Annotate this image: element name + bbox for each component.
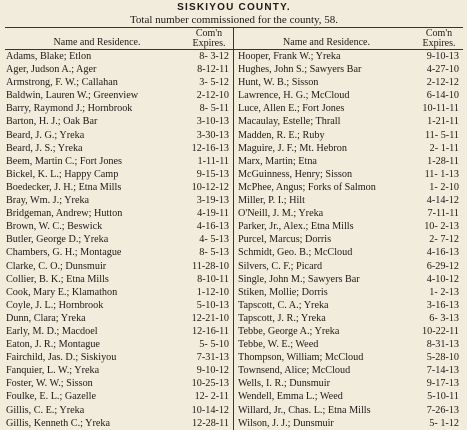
roster-row <box>5 404 233 417</box>
name-residence: Madden, R. E.; Ruby <box>238 129 325 141</box>
roster-row <box>234 129 463 142</box>
roster-row <box>5 273 233 286</box>
expiration-date: 8-31-13 <box>426 339 459 351</box>
expiration-date: 6-14-10 <box>426 90 459 102</box>
name-residence: Coyle, J. L.; Hornbrook <box>6 299 104 311</box>
right-column <box>234 28 463 430</box>
roster-row <box>5 155 233 168</box>
expiration-date: 10-22-11 <box>422 325 459 337</box>
roster-row <box>234 207 463 220</box>
roster-row <box>234 233 463 246</box>
roster-row <box>234 312 463 325</box>
name-residence: Tebbe, George A.; Yreka <box>238 325 340 337</box>
roster-row <box>5 417 233 430</box>
expiration-date: 9-15-13 <box>196 168 229 180</box>
expiration-date: 4-16-13 <box>426 247 459 259</box>
roster-row <box>234 102 463 115</box>
roster-row <box>234 246 463 259</box>
roster-row <box>5 50 233 63</box>
name-residence: Miller, P. I.; Hilt <box>238 195 305 207</box>
name-residence: Lawrence, H. G.; McCloud <box>238 90 350 102</box>
name-residence: Hunt, W. B.; Sisson <box>238 77 319 89</box>
expiration-date: 1-21-11 <box>427 116 459 128</box>
name-residence: O'Neill, J. M.; Yreka <box>238 208 324 220</box>
name-residence: Beard, J. G.; Yreka <box>6 129 85 141</box>
name-residence: Butler, George D.; Yreka <box>6 234 109 246</box>
name-residence: Beem, Martin C.; Fort Jones <box>6 155 123 167</box>
roster-row <box>234 286 463 299</box>
roster-row <box>234 417 463 430</box>
expiration-date: 11- 5-11 <box>424 129 459 141</box>
roster-row <box>5 364 233 377</box>
expiration-date: 10-12-12 <box>191 181 229 193</box>
name-residence: Luce, Allen E.; Fort Jones <box>238 103 345 115</box>
expiration-date: 4-27-10 <box>426 64 459 76</box>
expiration-date: 1-28-11 <box>427 155 459 167</box>
expiration-date: 10-25-13 <box>191 378 229 390</box>
name-residence: Baldwin, Lauren W.; Greenview <box>6 90 139 102</box>
name-residence: Bridgeman, Andrew; Hutton <box>6 208 123 220</box>
roster-row <box>5 142 233 155</box>
expiration-date: 2- 7-12 <box>429 234 459 246</box>
expiration-date: 12-28-11 <box>192 417 229 429</box>
expiration-date: 5-28-10 <box>426 352 459 364</box>
roster-row <box>5 115 233 128</box>
roster-row <box>234 273 463 286</box>
name-residence: Single, John M.; Sawyers Bar <box>238 273 360 285</box>
name-residence: Parker, Jr., Alex.; Etna Mills <box>238 221 354 233</box>
roster-row <box>234 351 463 364</box>
name-residence: Purcel, Marcus; Dorris <box>238 234 332 246</box>
expiration-date: 4-10-12 <box>426 273 459 285</box>
expiration-date: 9-10-13 <box>426 51 459 62</box>
name-residence: Tapscott, C. A.; Yreka <box>238 299 329 311</box>
expiration-date: 2-12-12 <box>426 77 459 89</box>
expiration-date: 1- 2-13 <box>429 286 459 298</box>
roster-row <box>234 181 463 194</box>
expiration-date: 1-12-10 <box>196 286 229 298</box>
name-residence: Ager, Judson A.; Ager <box>6 64 97 76</box>
name-residence: Hughes, John S.; Sawyers Bar <box>238 64 362 76</box>
name-residence: Wendell, Emma L.; Weed <box>238 391 343 403</box>
expiration-date: 7-11-11 <box>427 208 459 220</box>
expiration-date: 5-10-13 <box>196 299 229 311</box>
name-residence: Barry, Raymond J.; Hornbrook <box>6 103 133 115</box>
expiration-date: 3-16-13 <box>426 299 459 311</box>
expiration-date: 3-10-13 <box>196 116 229 128</box>
name-residence: McPhee, Angus; Forks of Salmon <box>238 181 376 193</box>
name-residence: McGuinness, Henry; Sisson <box>238 168 353 180</box>
roster-row <box>5 325 233 338</box>
name-residence: Macaulay, Estelle; Thrall <box>238 116 341 128</box>
expiration-date: 5- 1-12 <box>429 417 459 429</box>
expiration-date: 3-19-13 <box>196 195 229 207</box>
expiration-date: 10-14-12 <box>191 404 229 416</box>
name-residence: Foulke, E. L.; Gazelle <box>6 391 96 403</box>
roster-row <box>5 76 233 89</box>
expiration-date: 3- 5-12 <box>199 77 229 89</box>
roster-row <box>5 351 233 364</box>
roster-row <box>234 260 463 273</box>
comn-label: Com'n <box>425 28 453 39</box>
name-residence: Brown, W. C.; Beswick <box>6 221 103 233</box>
roster-row <box>234 390 463 403</box>
roster-row <box>234 115 463 128</box>
roster-columns <box>5 28 463 430</box>
name-residence: Fanquier, L. W.; Yreka <box>6 365 100 377</box>
name-residence: Armstrong, F. W.; Callahan <box>6 77 118 89</box>
expiration-date: 1-11-11 <box>197 155 229 167</box>
commission-total: Total number commissioned for the county, 58. <box>129 14 339 26</box>
name-residence: Tapscott, J. R.; Yreka <box>238 312 326 324</box>
name-residence: Bray, Wm. J.; Yreka <box>6 195 90 207</box>
roster-row <box>5 338 233 351</box>
roster-row <box>234 338 463 351</box>
roster-row <box>5 312 233 325</box>
name-residence: Stiken, Mollie; Dorris <box>238 286 328 298</box>
expiration-date: 7-26-13 <box>426 404 459 416</box>
left-column-header <box>5 28 233 49</box>
expiration-date: 8- 5-11 <box>199 103 229 115</box>
expiration-date: 4-19-11 <box>197 208 229 220</box>
name-residence: Townsend, Alice; McCloud <box>238 365 351 377</box>
roster-row <box>5 377 233 390</box>
expiration-date: 8-10-11 <box>197 273 229 285</box>
expiration-date: 12-16-13 <box>191 142 229 154</box>
roster-row <box>5 181 233 194</box>
expiration-date: 1- 2-10 <box>429 181 459 193</box>
roster-row <box>5 233 233 246</box>
expiration-date: 12-16-11 <box>192 325 229 337</box>
name-residence: Tebbe, W. E.; Weed <box>238 339 319 351</box>
roster-row <box>5 194 233 207</box>
roster-row <box>5 207 233 220</box>
roster-row <box>5 63 233 76</box>
commission-expires-header <box>417 29 461 49</box>
name-residence: Fairchild, Jas. D.; Siskiyou <box>6 352 117 364</box>
expiration-date: 2-12-10 <box>196 90 229 102</box>
name-residence: Chambers, G. H.; Montague <box>6 247 122 259</box>
expiration-date: 12-21-10 <box>191 312 229 324</box>
comn-label: Com'n <box>195 28 223 39</box>
roster-row <box>234 89 463 102</box>
roster-row <box>234 155 463 168</box>
name-residence: Eaton, J. R.; Montague <box>6 339 100 351</box>
name-residence: Hooper, Frank W.; Yreka <box>238 51 341 62</box>
roster-row <box>5 129 233 142</box>
expiration-date: 7-31-13 <box>196 352 229 364</box>
expiration-date: 8-12-11 <box>197 64 229 76</box>
expires-label: Expires. <box>422 38 456 49</box>
name-residence: Boedecker, J. H.; Etna Mills <box>6 181 122 193</box>
commission-expires-header <box>187 29 231 49</box>
expiration-date: 11-28-10 <box>192 260 229 272</box>
roster-row <box>234 364 463 377</box>
expiration-date: 5-10-11 <box>427 391 459 403</box>
left-roster-list <box>5 50 233 430</box>
expires-label: Expires. <box>192 38 226 49</box>
roster-row <box>234 325 463 338</box>
roster-row <box>234 377 463 390</box>
roster-row <box>5 102 233 115</box>
expiration-date: 10- 2-13 <box>424 221 459 233</box>
expiration-date: 8- 5-13 <box>199 247 229 259</box>
roster-row <box>234 194 463 207</box>
name-residence: Wilson, J. J.; Dunsmuir <box>238 417 334 429</box>
name-residence: Marx, Martin; Etna <box>238 155 317 167</box>
expiration-date: 5- 5-10 <box>199 339 229 351</box>
name-residence-header: Name and Residence. <box>283 37 370 48</box>
name-residence: Adams, Blake; Etlon <box>6 51 92 62</box>
expiration-date: 3-30-13 <box>196 129 229 141</box>
name-residence: Willard, Jr., Chas. L.; Etna Mills <box>238 404 371 416</box>
roster-row <box>234 63 463 76</box>
expiration-date: 7-14-13 <box>426 365 459 377</box>
expiration-date: 8- 3-12 <box>199 51 229 62</box>
roster-row <box>5 260 233 273</box>
expiration-date: 4- 5-13 <box>199 234 229 246</box>
expiration-date: 4-16-13 <box>196 221 229 233</box>
expiration-date: 12- 2-11 <box>194 391 229 403</box>
expiration-date: 9-10-12 <box>196 365 229 377</box>
expiration-date: 6- 3-13 <box>429 312 459 324</box>
roster-row <box>234 299 463 312</box>
expiration-date: 6-29-12 <box>426 260 459 272</box>
roster-row <box>234 404 463 417</box>
name-residence: Barton, H. J.; Oak Bar <box>6 116 98 128</box>
roster-row <box>5 168 233 181</box>
roster-row <box>5 220 233 233</box>
name-residence: Early, M. D.; Macdoel <box>6 325 98 337</box>
left-column <box>5 28 234 430</box>
roster-row <box>5 390 233 403</box>
roster-row <box>234 142 463 155</box>
roster-row <box>234 76 463 89</box>
name-residence-header: Name and Residence. <box>53 37 141 48</box>
expiration-date: 10-11-11 <box>422 103 459 115</box>
expiration-date: 2- 1-11 <box>429 142 459 154</box>
roster-row <box>5 246 233 259</box>
name-residence: Foster, W. W.; Sisson <box>6 378 93 390</box>
name-residence: Silvers, C. F.; Picard <box>238 260 323 272</box>
county-title: SISKIYOU COUNTY. <box>177 2 291 13</box>
right-column-header <box>234 28 463 49</box>
roster-row <box>234 168 463 181</box>
right-roster-list <box>234 50 463 430</box>
name-residence: Thompson, William; McCloud <box>238 352 364 364</box>
name-residence: Beard, J. S.; Yreka <box>6 142 83 154</box>
roster-row <box>5 299 233 312</box>
name-residence: Bickel, K. L.; Happy Camp <box>6 168 119 180</box>
expiration-date: 11- 1-13 <box>424 168 459 180</box>
expiration-date: 9-17-13 <box>426 378 459 390</box>
name-residence: Gillis, C. E.; Yreka <box>6 404 85 416</box>
roster-row <box>234 50 463 63</box>
name-residence: Clarke, C. O.; Dunsmuir <box>6 260 107 272</box>
name-residence: Gillis, Kenneth C.; Yreka <box>6 417 111 429</box>
name-residence: Collier, B. K.; Etna Mills <box>6 273 109 285</box>
name-residence: Dunn, Clara; Yreka <box>6 312 86 324</box>
roster-row <box>5 286 233 299</box>
name-residence: Wells, I. R.; Dunsmuir <box>238 378 330 390</box>
expiration-date: 4-14-12 <box>426 195 459 207</box>
name-residence: Cook, Mary E.; Klamathon <box>6 286 118 298</box>
roster-row <box>5 89 233 102</box>
roster-row <box>234 220 463 233</box>
name-residence: Schmidt, Geo. B.; McCloud <box>238 247 353 259</box>
name-residence: Maguire, J. F.; Mt. Hebron <box>238 142 347 154</box>
